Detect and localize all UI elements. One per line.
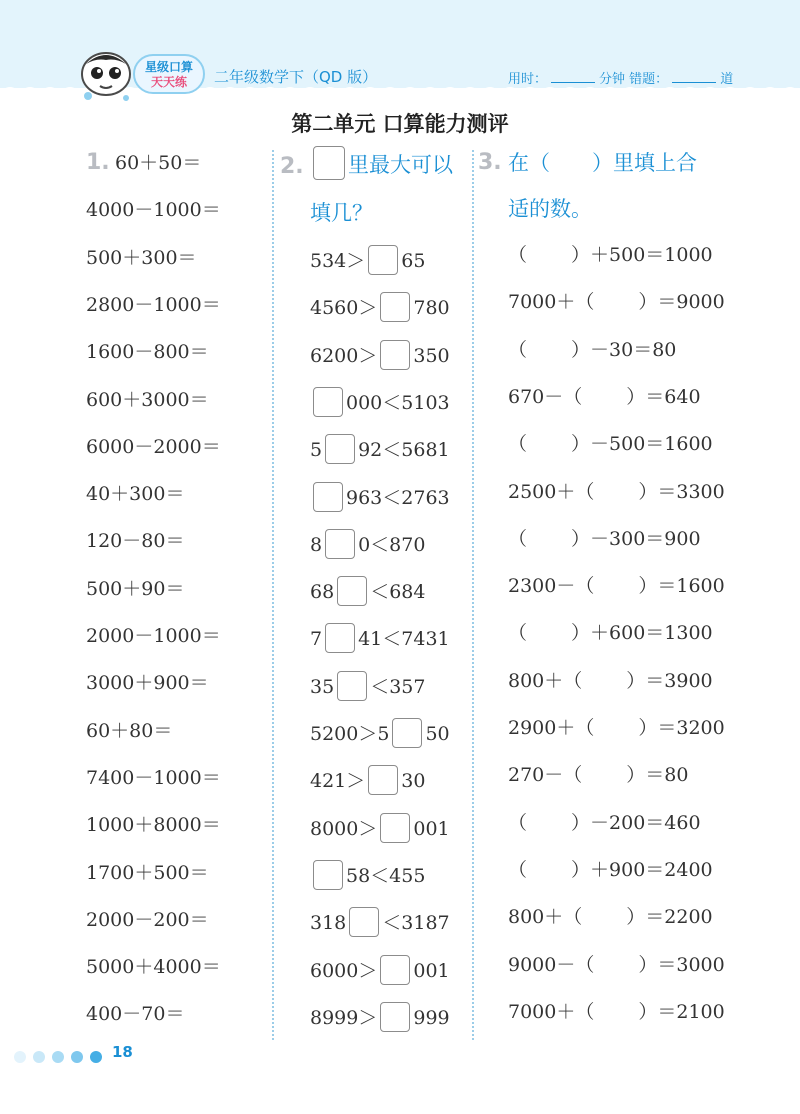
comparison-item	[310, 483, 450, 513]
arithmetic-item: 6000－2000＝	[86, 435, 221, 458]
arithmetic-item: 1600－800＝	[86, 341, 209, 364]
fill-in-left: （	[508, 244, 528, 266]
answer-box[interactable]	[313, 387, 343, 417]
errors-blank[interactable]	[672, 72, 716, 83]
answer-box[interactable]	[380, 1002, 410, 1032]
comparison-right: 780	[413, 297, 450, 320]
fill-in-left: 670－（	[508, 385, 583, 408]
comparison-right: 41＜7431	[358, 628, 450, 651]
series-logo	[133, 54, 205, 94]
fill-in-item	[508, 855, 713, 885]
comparison-left: 68	[310, 581, 335, 604]
comparison-right: 999	[413, 1006, 450, 1029]
time-blank[interactable]	[551, 72, 595, 83]
fill-in-right: ）＋600＝1300	[571, 622, 713, 645]
comparison-right: ＜684	[370, 581, 426, 604]
comparison-item	[310, 341, 450, 371]
section-2-number: 2.	[280, 154, 304, 179]
arithmetic-item: 600＋3000＝	[86, 388, 209, 411]
answer-box-example	[313, 146, 345, 180]
fill-in-left: 7000＋（	[508, 1000, 595, 1023]
comparison-left: 421＞	[310, 770, 366, 793]
section-1-number: 1.	[86, 150, 110, 175]
comparison-left: 6000＞	[310, 959, 378, 982]
footer-dot	[33, 1051, 45, 1063]
time-and-errors	[508, 68, 733, 87]
fill-in-left: （	[508, 622, 528, 645]
comparison-item	[310, 861, 425, 891]
logo-line-1: 星级口算	[144, 60, 193, 74]
arithmetic-item: 500＋90＝	[86, 577, 185, 600]
arithmetic-item: 60＋80＝	[86, 719, 173, 742]
comparison-left: 5	[310, 439, 323, 462]
arithmetic-item: 120－80＝	[86, 530, 185, 553]
fill-in-right: ）＝80	[626, 764, 689, 787]
fill-in-item	[508, 760, 688, 790]
comparison-item	[310, 388, 450, 418]
comparison-item	[310, 624, 450, 654]
fill-in-item	[508, 950, 725, 980]
fill-in-item	[508, 713, 725, 743]
comparison-right: 350	[413, 344, 450, 367]
answer-box[interactable]	[325, 434, 355, 464]
answer-box[interactable]	[349, 907, 379, 937]
fill-in-right: ）＝3900	[626, 669, 713, 692]
arithmetic-item: 1700＋500＝	[86, 861, 209, 884]
logo-line-2: 天天练	[150, 75, 187, 89]
fill-in-right: ）－500＝1600	[571, 433, 713, 456]
fill-in-left: 2900＋（	[508, 717, 595, 739]
comparison-right: 000＜5103	[346, 391, 450, 414]
fill-in-right: ）－200＝460	[571, 811, 701, 834]
fill-in-left: 800＋（	[508, 906, 583, 929]
footer-dots	[14, 1048, 109, 1067]
fill-in-right: ）＝3300	[638, 480, 725, 503]
fill-in-right: ）－300＝900	[571, 527, 701, 550]
arithmetic-item: 2000－1000＝	[86, 625, 221, 647]
fill-in-item	[508, 997, 725, 1027]
mascot-icon	[76, 48, 136, 104]
section-2-instruction-line-2: 填几？	[310, 201, 373, 225]
arithmetic-item: 60＋50＝	[115, 152, 202, 174]
answer-box[interactable]	[325, 623, 355, 653]
comparison-item	[310, 672, 425, 702]
fill-in-item	[508, 666, 713, 696]
comparison-left: 6200＞	[310, 344, 378, 367]
comparison-item	[310, 246, 425, 276]
answer-box[interactable]	[380, 292, 410, 322]
errors-label: 错题：	[629, 72, 669, 87]
comparison-item	[310, 293, 450, 323]
fill-in-item	[508, 382, 701, 412]
fill-in-item	[508, 571, 725, 601]
page-number: 18	[112, 1043, 133, 1061]
arithmetic-item: 40＋300＝	[86, 483, 185, 506]
comparison-left: 35	[310, 675, 335, 698]
page-title: 第二单元 口算能力测评	[291, 112, 509, 136]
comparison-right: 001	[413, 959, 450, 982]
fill-in-left: 270－（	[508, 764, 583, 787]
time-unit: 分钟	[599, 72, 626, 87]
comparison-left: 8000＞	[310, 817, 378, 840]
fill-in-right: ）＝2100	[638, 1000, 725, 1023]
fill-in-left: 800＋（	[508, 669, 583, 692]
fill-in-left: （	[508, 527, 528, 550]
answer-box[interactable]	[380, 813, 410, 843]
column-divider-2	[472, 150, 474, 1040]
comparison-right: ＜3187	[382, 912, 450, 935]
fill-in-right: ）＝9000	[638, 291, 725, 314]
fill-in-right: ）＝1600	[638, 575, 725, 598]
errors-unit: 道	[720, 72, 734, 87]
section-3-number: 3.	[478, 150, 502, 175]
time-label: 用时：	[508, 72, 548, 87]
fill-in-left: （	[508, 338, 528, 361]
fill-in-left: 2300－（	[508, 575, 595, 598]
comparison-right: 65	[401, 250, 426, 272]
section-2-instruction-line-1: 里最大可以	[348, 153, 453, 177]
fill-in-item	[508, 477, 725, 507]
comparison-item	[310, 908, 450, 938]
comparison-right: 92＜5681	[358, 439, 450, 462]
answer-box[interactable]	[325, 529, 355, 559]
fill-in-left: 9000－（	[508, 953, 595, 976]
fill-in-right: ）＝3200	[638, 717, 725, 739]
fill-in-right: ）＋500＝1000	[571, 244, 713, 266]
fill-in-left: （	[508, 858, 528, 881]
comparison-right: 58＜455	[346, 864, 426, 887]
arithmetic-item: 4000－1000＝	[86, 199, 221, 222]
comparison-right: 30	[401, 770, 426, 793]
header-band	[0, 0, 800, 96]
section-3-instruction-line-2: 适的数。	[508, 197, 592, 221]
fill-in-item	[508, 240, 713, 270]
comparison-item	[310, 577, 425, 607]
fill-in-item	[508, 902, 713, 932]
comparison-item	[310, 719, 450, 749]
fill-in-item	[508, 287, 725, 317]
arithmetic-item: 7400－1000＝	[86, 766, 221, 789]
comparison-left: 534＞	[310, 250, 366, 272]
comparison-item	[310, 956, 450, 986]
answer-box[interactable]	[337, 576, 367, 606]
comparison-left: 5200＞5	[310, 723, 390, 745]
fill-in-left: 2500＋（	[508, 480, 595, 503]
comparison-right: 963＜2763	[346, 486, 450, 509]
book-title: 二年级数学下（QD 版）	[214, 68, 378, 86]
answer-box[interactable]	[368, 245, 398, 275]
fill-in-right: ）＝2200	[626, 906, 713, 929]
comparison-right: ＜357	[370, 675, 426, 698]
comparison-left: 7	[310, 628, 323, 651]
column-divider-1	[272, 150, 274, 1040]
answer-box[interactable]	[380, 340, 410, 370]
fill-in-right: ）＝3000	[638, 953, 725, 976]
arithmetic-item: 1000＋8000＝	[86, 814, 221, 837]
section-2-instruction	[310, 142, 453, 188]
comparison-right: 0＜870	[358, 533, 426, 556]
comparison-item	[310, 530, 425, 560]
answer-box[interactable]	[380, 955, 410, 985]
arithmetic-item: 400－70＝	[86, 1003, 185, 1026]
arithmetic-item: 2000－200＝	[86, 908, 209, 931]
comparison-left: 8999＞	[310, 1006, 378, 1029]
section-3-instruction-line-1: 在（ ）里填上合	[508, 151, 697, 175]
comparison-item	[310, 814, 450, 844]
fill-in-right: ）－30＝80	[571, 338, 677, 361]
fill-in-right: ）＝640	[626, 385, 701, 408]
comparison-item	[310, 1003, 450, 1033]
fill-in-item	[508, 335, 676, 365]
arithmetic-item: 5000＋4000＝	[86, 956, 221, 979]
fill-in-item	[508, 808, 701, 838]
footer-dot	[71, 1051, 83, 1063]
answer-box[interactable]	[392, 718, 422, 748]
answer-box[interactable]	[313, 860, 343, 890]
comparison-left: 8	[310, 533, 323, 556]
fill-in-left: （	[508, 811, 528, 834]
arithmetic-item: 500＋300＝	[86, 246, 197, 269]
comparison-right: 50	[425, 723, 450, 745]
answer-box[interactable]	[337, 671, 367, 701]
footer-dot	[90, 1051, 102, 1063]
answer-box[interactable]	[313, 482, 343, 512]
fill-in-item	[508, 618, 713, 648]
fill-in-item	[508, 429, 713, 459]
comparison-left: 4560＞	[310, 297, 378, 320]
footer-dot	[14, 1051, 26, 1063]
fill-in-left: 7000＋（	[508, 291, 595, 314]
fill-in-item	[508, 524, 701, 554]
arithmetic-item: 2800－1000＝	[86, 293, 221, 316]
fill-in-right: ）＋900＝2400	[571, 858, 713, 881]
fill-in-left: （	[508, 433, 528, 456]
answer-box[interactable]	[368, 765, 398, 795]
comparison-item	[310, 766, 425, 796]
comparison-right: 001	[413, 817, 450, 840]
footer-dot	[52, 1051, 64, 1063]
comparison-item	[310, 435, 450, 465]
arithmetic-item: 3000＋900＝	[86, 672, 209, 695]
comparison-left: 318	[310, 912, 347, 935]
